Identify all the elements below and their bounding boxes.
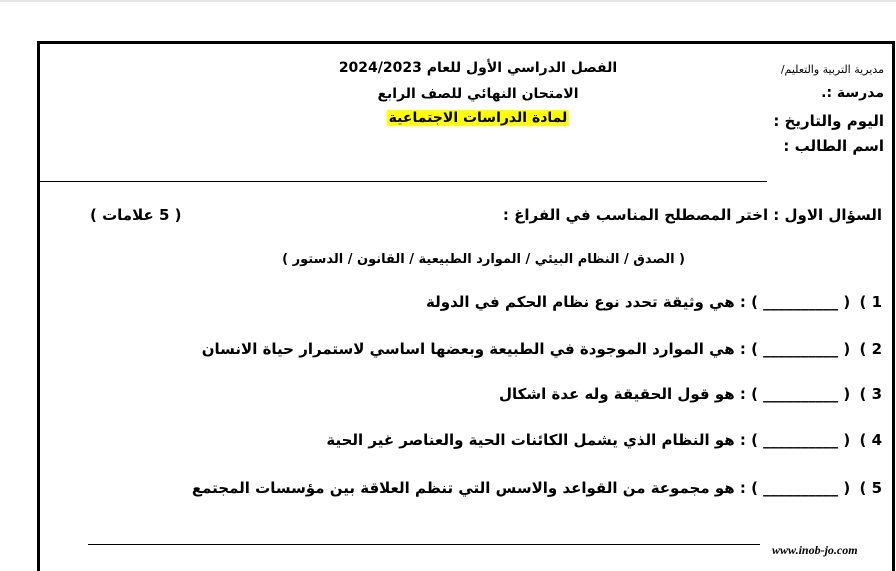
header-divider xyxy=(40,181,767,182)
item-text: ( __________ ) : هو قول الحقيقة وله عدة اشكال xyxy=(499,385,851,403)
student-name-label: اسم الطالب : xyxy=(783,137,884,155)
question-title: السؤال الاول : اختر المصطلح المناسب في الفراغ : xyxy=(502,206,882,224)
item-text: ( __________ ) : هو مجموعة من القواعد والاسس التي تنظم العلاقة بين مؤسسات المجتمع xyxy=(191,479,851,497)
question-item xyxy=(426,293,882,311)
day-date-label: اليوم والتاريخ : xyxy=(773,112,884,130)
footer-line xyxy=(88,544,760,545)
directorate-label: مديرية التربية والتعليم/ xyxy=(780,63,884,76)
exam-title: الامتحان النهائي للصف الرابع xyxy=(377,86,579,102)
word-bank: ( الصدق / النظام البيئي / الموارد الطبيعية / القانون / الدستور ) xyxy=(282,252,685,267)
item-text: ( __________ ) : هو النظام الذي يشمل الكائنات الحية والعناصر غير الحية xyxy=(326,431,851,449)
question-item xyxy=(499,385,882,403)
question-marks: ( 5 علامات ) xyxy=(90,206,182,224)
item-number: 3 ) xyxy=(859,385,882,403)
subject-title xyxy=(268,110,688,126)
question-item xyxy=(326,431,882,449)
item-number: 1 ) xyxy=(859,293,882,311)
school-label: مدرسة :. xyxy=(821,85,884,101)
item-text: ( __________ ) : هي الموارد الموجودة في الطبيعة وبعضها اساسي لاستمرار حياة الانسان xyxy=(201,340,851,358)
subject-highlight: لمادة الدراسات الاجتماعية xyxy=(388,110,568,126)
question-item xyxy=(192,479,882,497)
item-text: ( __________ ) : هي وثيقة تحدد نوع نظام الحكم في الدولة xyxy=(426,293,851,311)
item-number: 5 ) xyxy=(859,479,882,497)
item-number: 2 ) xyxy=(859,340,882,358)
top-border-line xyxy=(0,0,896,2)
question-item xyxy=(202,340,882,358)
website-watermark: www.inob-jo.com xyxy=(772,543,858,557)
item-number: 4 ) xyxy=(859,431,882,449)
semester-title: الفصل الدراسي الأول للعام 2024/2023 xyxy=(338,60,618,76)
